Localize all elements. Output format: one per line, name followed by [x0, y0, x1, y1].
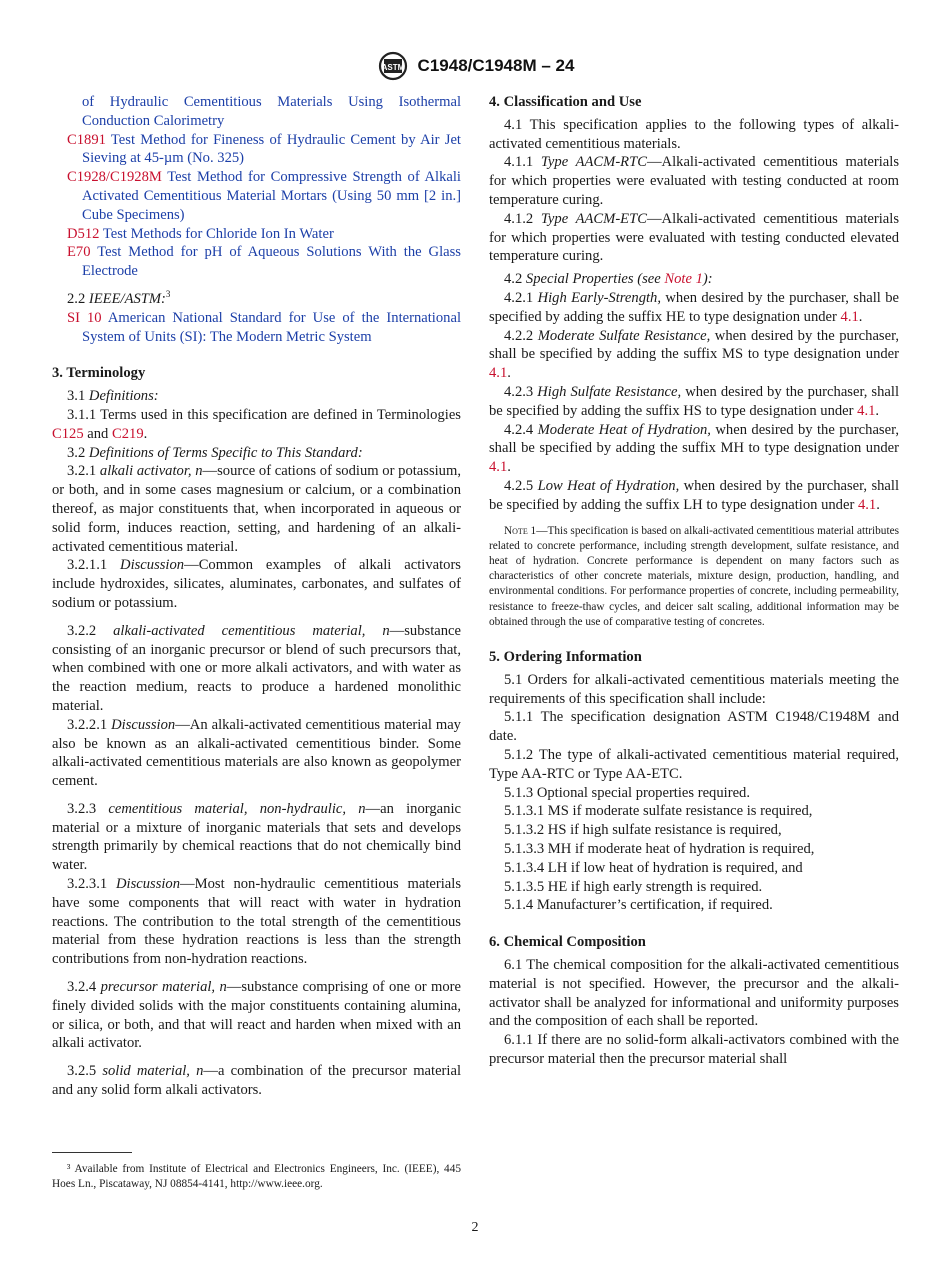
reference-link[interactable]: C1928/C1928M	[67, 169, 162, 186]
page-header	[0, 50, 950, 87]
left-column	[52, 93, 461, 1100]
note-1: Note 1—This specification is based on alkali-activated cementitious material attributes related to concrete performance, including strength development, sulfate resistance, and heat of hydration. Concrete performance is dependent on many factors such as characteristics of other concrete materials, mixture design, production, handling, and environmental conditions. For performance properties of concrete, including permeability, resistance to freeze-thaw cycles, and deicer salt scaling, additional information may be obtained through the use of comparative testing of concretes.	[489, 524, 899, 628]
definition: 3.2.3 cementitious material, non-hydraulic, n—an inorganic material or a mixture of inorganic materials that sets and develops strength primarily by chemical reactions that do not chemically bind water.	[52, 800, 461, 874]
reference-item: E70 Test Method for pH of Aqueous Solutions With the Glass Electrode	[67, 244, 461, 280]
discussion: 3.2.1.1 Discussion—Common examples of alkali activators include hydroxides, silicates, aluminates, carbonates, and sulfates of sodium or potassium.	[52, 557, 461, 611]
reference-link[interactable]: C1891	[67, 131, 106, 148]
list-item: 5.1.3.1 MS if moderate sulfate resistance is required,	[504, 803, 813, 820]
reference-link[interactable]: SI 10	[67, 309, 102, 326]
paragraph: 4.1 This specification applies to the following types of alkali-activated cementitious materials.	[489, 116, 899, 152]
paragraph: 4.2 Special Properties (see Note 1):	[504, 271, 713, 288]
paragraph: 6.1.1 If there are no solid-form alkali-activators combined with the precursor material then the precursor material shall	[489, 1032, 899, 1067]
section-2-2: 2.2 IEEE/ASTM:$^3$	[67, 289, 171, 307]
section-link[interactable]: 4.1	[840, 308, 859, 325]
list-item: 5.1.3 Optional special properties required.	[504, 784, 750, 801]
section-link[interactable]: 4.1	[857, 496, 877, 513]
paragraph: 4.2.1 High Early-Strength, when desired by the purchaser, shall be specified by adding the suffix HE to type designation under 4.1.	[489, 289, 899, 325]
paragraph: 3.1 Definitions:	[67, 388, 159, 405]
discussion: 3.2.2.1 Discussion—An alkali-activated cementitious material may also be known as an alkali-activated cementitious binder. Some alkali-activated cementitious materials are also known as geopolymer cement.	[52, 716, 461, 790]
footnote-divider	[52, 1152, 132, 1153]
footnote: ³ Available from Institute of Electrical and Electronics Engineers, Inc. (IEEE), 445 Hoes Ln., Piscataway, NJ 08854-4141, http://www.ieee.org.	[52, 1163, 461, 1191]
reference-item: D512 Test Methods for Chloride Ion In Water	[67, 225, 334, 242]
discussion: 3.2.3.1 Discussion—Most non-hydraulic cementitious materials have some components that will react with water in hydration reactions. The contribution to the total strength of the cementitious material from these hydration reactions is less than the strength contributions from non-hydration reactions.	[52, 876, 462, 968]
section-link[interactable]: 4.1	[489, 365, 508, 382]
svg-text:ASTM: ASTM	[381, 63, 404, 72]
document-id: C1948/C1948M – 24	[417, 56, 575, 75]
definition: 3.2.4 precursor material, n—substance comprising of one or more finely divided solids with the major constituents containing alumina, or silica, or both, and that will react and harden when mixed with an alkali activator.	[52, 979, 462, 1052]
section-heading: 6. Chemical Composition	[489, 934, 646, 951]
reference-item: C1891 Test Method for Fineness of Hydraulic Cement by Air Jet Sieving at 45-µm (No. 325)	[67, 131, 461, 167]
list-item: 5.1.3.4 LH if low heat of hydration is required, and	[504, 859, 803, 876]
list-item: 5.1.4 Manufacturer’s certification, if required.	[504, 897, 773, 914]
reference-link[interactable]: C125	[52, 425, 84, 442]
reference-link[interactable]: D512	[67, 225, 100, 242]
list-item: 5.1.3.2 HS if high sulfate resistance is required,	[504, 822, 782, 839]
section-heading: 4. Classification and Use	[489, 94, 642, 110]
paragraph: 3.1.1 Terms used in this specification are defined in Terminologies C125 and C219.	[52, 406, 461, 442]
note-link[interactable]: Note 1	[664, 271, 703, 288]
reference-item: SI 10 American National Standard for Use of the International System of Units (SI): The Modern Metric System	[67, 309, 461, 345]
list-item: 5.1.2 The type of alkali-activated cementitious material required, Type AA-RTC or Type AA-ETC.	[489, 746, 899, 782]
paragraph: 6.1 The chemical composition for the alkali-activated cementitious material is not specified. However, the precursor and the alkali-activator shall be analyzed for informational and uniformity purposes and the composition of each shall be reported.	[489, 956, 899, 1030]
reference-continuation: of Hydraulic Cementitious Materials Using Isothermal Conduction Calorimetry	[82, 94, 461, 129]
definition: 3.2.5 solid material, n—a combination of the precursor material and any solid form alkali activators.	[52, 1063, 461, 1099]
list-item: 5.1.1 The specification designation ASTM C1948/C1948M and date.	[489, 709, 899, 745]
page-number: 2	[471, 1220, 479, 1235]
paragraph: 4.2.5 Low Heat of Hydration, when desired by the purchaser, shall be specified by adding the suffix LH to type designation under 4.1.	[489, 477, 900, 513]
section-link[interactable]: 4.1	[857, 402, 876, 419]
reference-link[interactable]: E70	[67, 244, 91, 261]
right-column	[489, 93, 899, 1069]
definition: 3.2.1 alkali activator, n—source of cations of sodium or potassium, or both, and in some cases magnesium or calcium, or a combination thereof, as major constituents that, when incorporated in aqueous or solid form, induces reaction, setting, and hardening of an alkali-activated cementitious material.	[52, 463, 461, 555]
list-item: 5.1 Orders for alkali-activated cementitious materials meeting the requirements of this specification shall include:	[489, 671, 899, 707]
section-heading: 5. Ordering Information	[489, 648, 642, 665]
paragraph: 4.2.2 Moderate Sulfate Resistance, when desired by the purchaser, shall be specified by adding the suffix MS to type designation under 4.1.	[489, 327, 900, 382]
list-item: 5.1.3.3 MH if moderate heat of hydration is required,	[504, 840, 815, 857]
definition: 3.2.2 alkali-activated cementitious material, n—substance consisting of an inorganic precursor or blend of such precursors that, when combined with one or more alkali activators, and with water as the reaction medium, reacts to produce a hardened monolithic material.	[52, 622, 461, 714]
section-heading: 3. Terminology	[52, 365, 146, 382]
section-link[interactable]: 4.1	[489, 459, 508, 476]
paragraph: 4.1.1 Type AACM-RTC—Alkali-activated cementitious materials for which properties were evaluated with testing conducted at room temperature curing.	[489, 154, 899, 208]
astm-logo-icon	[376, 50, 410, 82]
list-item: 5.1.3.5 HE if high early strength is required.	[504, 878, 763, 895]
reference-item: C1928/C1928M Test Method for Compressive Strength of Alkali Activated Cementitious Material Mortars (Using 50 mm [2 in.] Cube Specimens)	[67, 169, 461, 223]
reference-link[interactable]: C219	[112, 425, 144, 442]
paragraph: 4.1.2 Type AACM-ETC—Alkali-activated cementitious materials for which properties were evaluated with testing conducted elevated temperature curing.	[489, 210, 899, 265]
paragraph: 4.2.4 Moderate Heat of Hydration, when desired by the purchaser, shall be specified by adding the suffix MH to type designation under 4.1.	[489, 421, 900, 476]
paragraph: 4.2.3 High Sulfate Resistance, when desired by the purchaser, shall be specified by adding the suffix HS to type designation under 4.1.	[489, 383, 899, 419]
paragraph: 3.2 Definitions of Terms Specific to This Standard:	[67, 444, 363, 461]
